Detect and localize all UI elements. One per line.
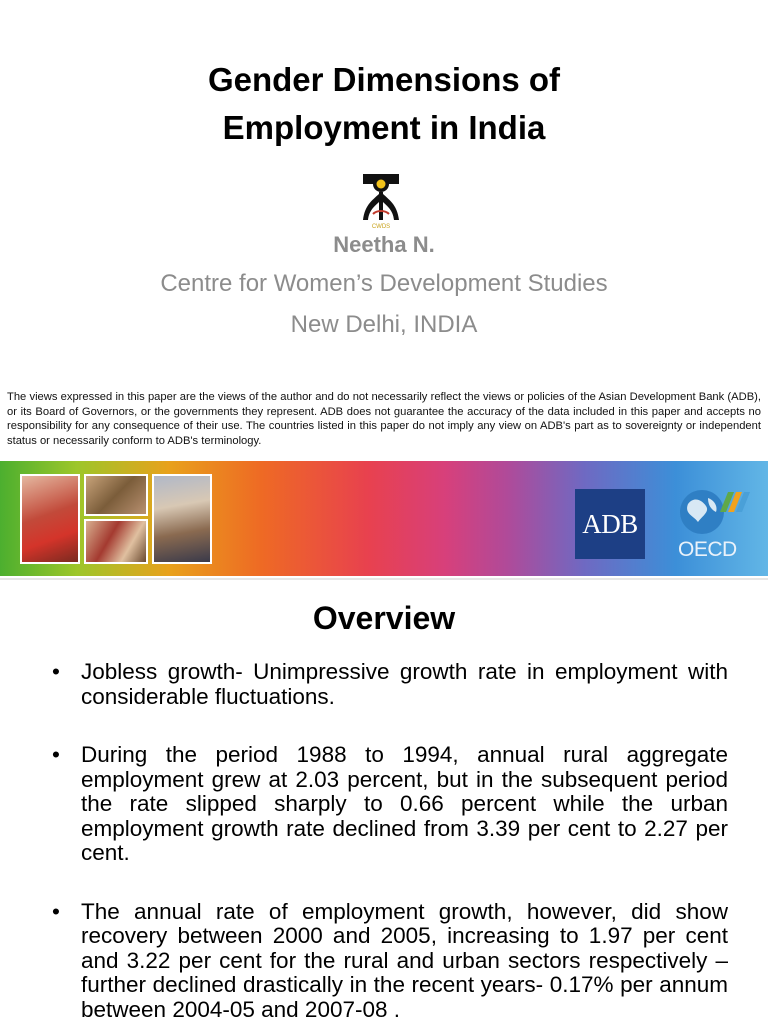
institution-name: Centre for Women’s Development Studies [160,270,608,297]
bullet-item: • During the period 1988 to 1994, annual rural aggregate employment grew at 2.03 percent, but in the subsequent period the rate slipped sharply to 0.66 percent while the urban employment growth rate declined from 3.39 per cent to 2.27 per cent. [52,743,728,866]
cwds-logo [359,170,403,230]
overview-slide [0,580,768,1024]
bullet-item: • The annual rate of employment growth, however, did show recovery between 2000 and 2005, increasing to 1.97 per cent and 3.22 per cent for the rural and urban sectors respectively – further declined drastically in the recent years- 0.17% per annum between 2004-05 and 2007-08 . [52,900,728,1023]
author-name: Neetha N. [333,232,435,257]
bullet-list [52,660,728,1024]
photo-market [84,519,148,564]
photo-workers [84,474,148,516]
photo-girl [20,474,80,564]
bullet-item: • Jobless growth- Unimpressive growth rate in employment with considerable fluctuations. [52,660,728,709]
disclaimer-text: The views expressed in this paper are the views of the author and do not necessarily reflect the views or policies of the Asian Development Bank (ADB), or its Board of Governors, or the governments they represent. ADB does not guarantee the accuracy of the data included in this paper and accepts no responsibility for any consequence of their use. The countries listed in this paper do not imply any view on ADB's part as to sovereignty or independent status or necessarily conform to ADB's terminology. [7,391,761,447]
photo-woman-working [152,474,212,564]
location: New Delhi, INDIA [290,311,478,338]
oecd-label: OECD [678,538,737,561]
svg-text:CWDS: CWDS [371,224,391,230]
title-line-2: Employment in India [222,109,546,146]
adb-logo: ADB [575,489,645,559]
title-line-1: Gender Dimensions of [207,61,561,98]
overview-title: Overview [312,600,456,636]
slide-title [0,56,768,152]
